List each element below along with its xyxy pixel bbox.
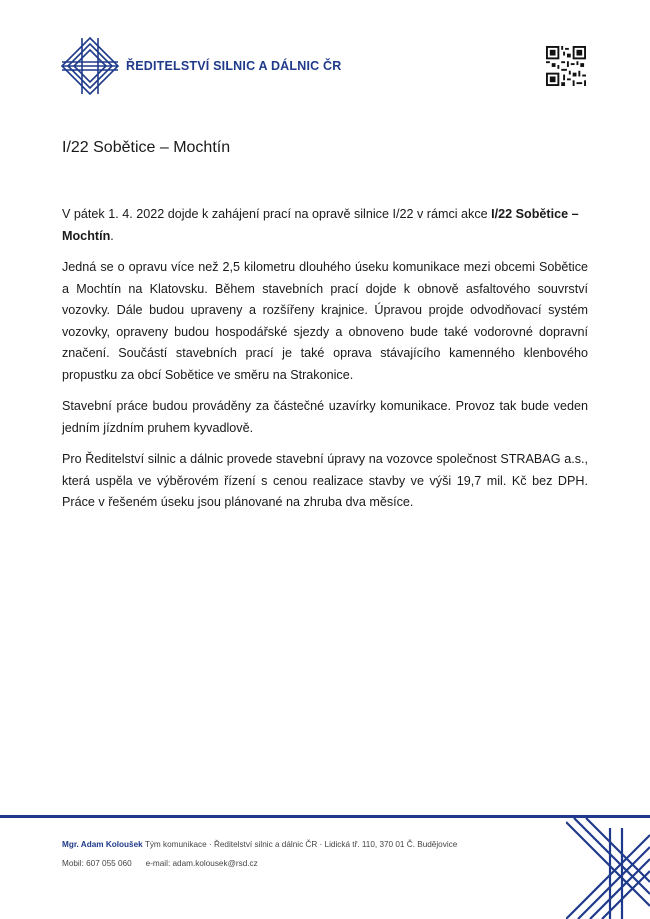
rsd-corner-mark-icon <box>566 818 650 919</box>
article-body <box>62 204 588 524</box>
contact-name: Mgr. Adam Koloušek <box>62 840 143 849</box>
contact-phone: Mobil: 607 055 060 <box>62 859 132 868</box>
organization-name: ŘEDITELSTVÍ SILNIC A DÁLNIC ČR <box>126 59 342 73</box>
footer <box>62 840 457 868</box>
paragraph-description: Jedná se o opravu více než 2,5 kilometru dlouhého úseku komunikace mezi obcemi Sobětice a Mochtín na Klatovsku. Během stavebních prací dojde k obnově asfaltového souvrství vozovky. Dále budou upraveny a rozšířeny krajnice. Úpravou projde odvodňovací systém vozovky, opraveny budou hospodářské sjezdy a obnoveno bude také vodorovné dopravní značení. Součástí stavebních prací je také oprava stávajícího kamenného klenbového propustku za obcí Sobětice ve směru na Strakonice. <box>62 260 588 382</box>
contact-email[interactable]: e-mail: adam.kolousek@rsd.cz <box>145 859 258 868</box>
page-title: I/22 Sobětice – Mochtín <box>62 139 231 156</box>
paragraph-contractor: Pro Ředitelství silnic a dálnic provede stavební úpravy na vozovce společnost STRABAG a.s., která uspěla ve výběrovém řízení s cenou realizace stavby ve výši 19,7 mil. Kč bez DPH. Práce v řešeném úseku jsou plánované na zhruba dva měsíce. <box>62 452 588 509</box>
paragraph-traffic: Stavební práce budou prováděny za částečné uzavírky komunikace. Provoz tak bude veden jedním jízdním pruhem kyvadlově. <box>62 399 588 435</box>
paragraph-intro: V pátek 1. 4. 2022 dojde k zahájení prací na opravě silnice I/22 v rámci akce I/22 Sobětice – Mochtín. <box>62 207 579 243</box>
footer-divider <box>0 815 650 818</box>
letterhead <box>60 36 600 100</box>
rsd-logo-icon <box>60 36 120 96</box>
footer-phone-email-line <box>62 859 457 868</box>
contact-details: Tým komunikace · Ředitelství silnic a dálnic ČR · Lidická tř. 110, 370 01 Č. Budějovice <box>142 840 458 849</box>
footer-contact-line <box>62 840 457 849</box>
project-name: I/22 Sobětice – Mochtín <box>62 207 579 243</box>
qr-code-icon <box>546 46 586 86</box>
